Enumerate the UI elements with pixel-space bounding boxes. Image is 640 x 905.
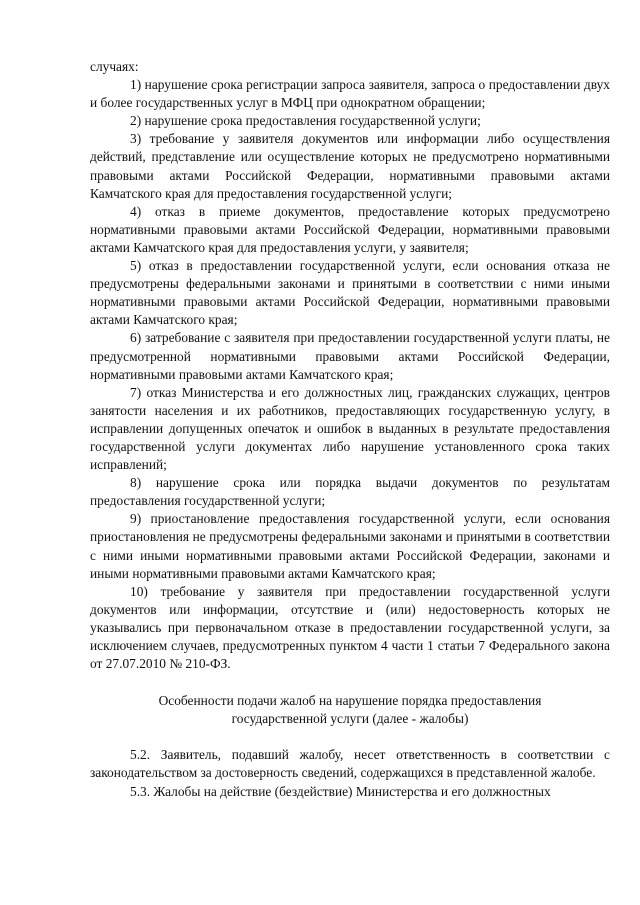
list-item: 1) нарушение срока регистрации запроса заявителя, запроса о предоставлении двух и более государственных услуг в МФЦ при однократном обращении; xyxy=(90,77,610,111)
intro-text: случаях: xyxy=(90,59,139,74)
list-item: 7) отказ Министерства и его должностных лиц, гражданских служащих, центров занятости населения и их работников, предоставляющих государственную услугу, в исправлении допущенных опечаток и ошибок в выданных в результате предоставления государственной услуги документах либо нарушение установленного срока таких исправлений; xyxy=(90,384,610,473)
document-page xyxy=(90,58,610,801)
list-item: 10) требование у заявителя при предоставлении государственной услуги документов или информации, отсутствие и (или) недостоверность которых не указывались при первоначальном отказе в предоставлении государственной услуги, за исключением случаев, предусмотренных пунктом 4 части 1 статьи 7 Федерального закона от 27.07.2010 № 210-ФЗ. xyxy=(90,583,610,672)
paragraph-5-3: 5.3. Жалобы на действие (бездействие) Министерства и его должностных xyxy=(130,783,551,799)
list-item: 5) отказ в предоставлении государственной услуги, если основания отказа не предусмотрены федеральными законами и принятыми в соответствии с ними иными нормативными правовыми актами Российской Федерации, нормативными правовыми актами Камчатского края; xyxy=(90,258,610,328)
section-heading xyxy=(90,692,610,728)
section-heading-line1: Особенности подачи жалоб на нарушение порядка предоставления xyxy=(158,693,542,709)
list-item: 6) затребование с заявителя при предоставлении государственной услуги платы, не предусмотренной нормативными правовыми актами Российской Федерации, нормативными правовыми актами Камчатского края; xyxy=(90,330,610,382)
section-heading-line2: государственной услуги (далее - жалобы) xyxy=(231,711,469,727)
list-item: 4) отказ в приеме документов, предоставление которых предусмотрено нормативными правовыми актами Российской Федерации, нормативными правовыми актами Камчатского края для предоставления услуги, у заявителя; xyxy=(90,203,610,255)
list-item: 2) нарушение срока предоставления государственной услуги; xyxy=(130,113,481,129)
list-item: 3) требование у заявителя документов или информации либо осуществления действий, представление или осуществление которых не предусмотрено нормативными правовыми актами Российской Федерации, нормативными правовыми актами Камчатского края для предоставления государственной услуги; xyxy=(90,131,610,201)
paragraph-5-2: 5.2. Заявитель, подавший жалобу, несет ответственность в соответствии с законодательством за достоверность сведений, содержащихся в представленной жалобе. xyxy=(90,747,610,781)
list-item: 9) приостановление предоставления государственной услуги, если основания приостановления не предусмотрены федеральными законами и принятыми в соответствии с ними иными нормативными правовыми актами Российской Федерации, законами и иными нормативными правовыми актами Камчатского края; xyxy=(90,511,610,581)
list-item: 8) нарушение срока или порядка выдачи документов по результатам предоставления государственной услуги; xyxy=(90,475,610,509)
